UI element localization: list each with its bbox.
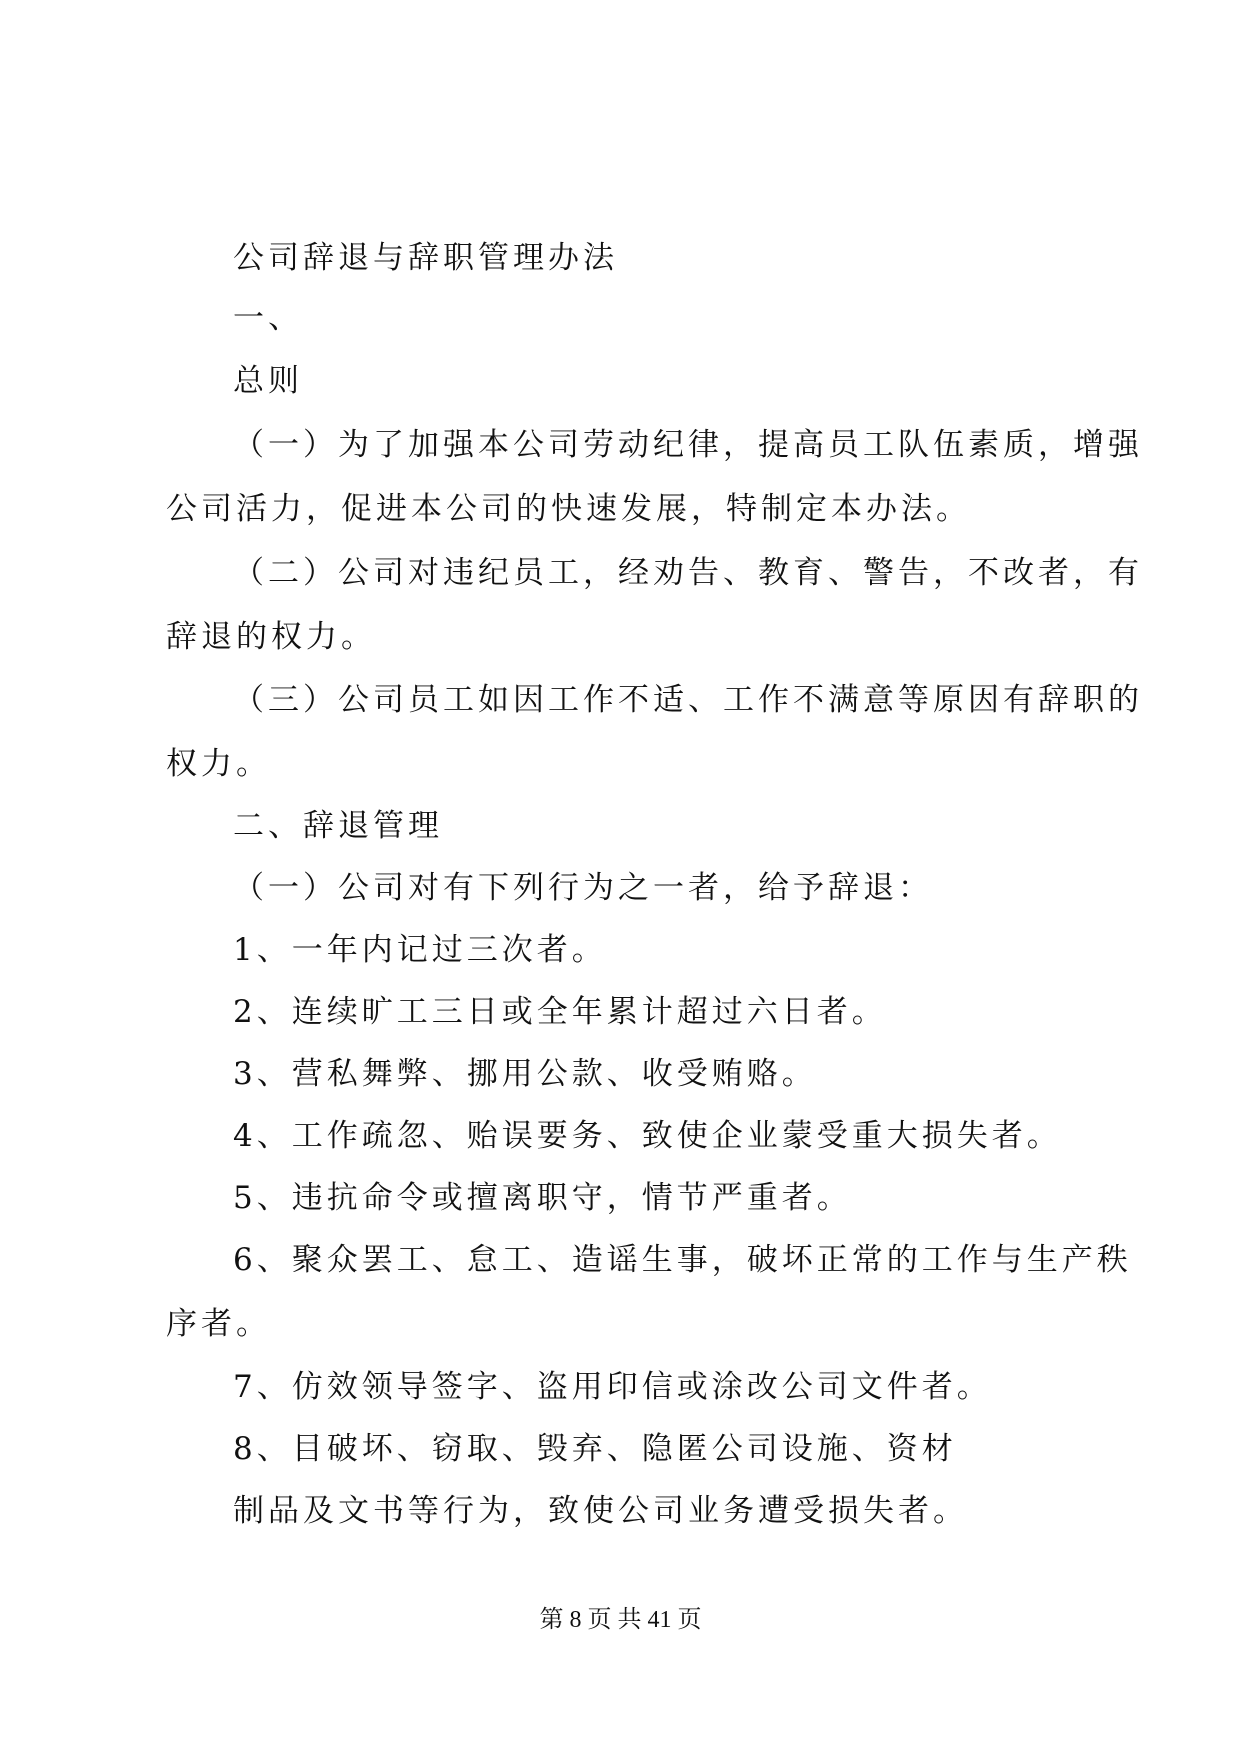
list-item: 1、一年内记过三次者。 xyxy=(233,932,607,968)
paragraph-line: （一）为了加强本公司劳动纪律，提高员工队伍素质，增强 xyxy=(233,427,1143,463)
list-item-continuation: 序者。 xyxy=(166,1306,271,1342)
section-heading: 总则 xyxy=(233,363,303,399)
list-item: 6、聚众罢工、怠工、造谣生事，破坏正常的工作与生产秩 xyxy=(233,1242,1132,1278)
list-item-continuation: 制品及文书等行为，致使公司业务遭受损失者。 xyxy=(233,1493,968,1529)
list-item: 2、连续旷工三日或全年累计超过六日者。 xyxy=(233,994,887,1030)
list-item: 3、营私舞弊、挪用公款、收受贿赂。 xyxy=(233,1056,817,1092)
paragraph-line: （一）公司对有下列行为之一者，给予辞退： xyxy=(233,870,933,906)
paragraph-line: 辞退的权力。 xyxy=(166,619,376,655)
list-item: 7、仿效领导签字、盗用印信或涂改公司文件者。 xyxy=(233,1369,992,1405)
list-item: 5、违抗命令或擅离职守，情节严重者。 xyxy=(233,1180,852,1216)
section-number: 一、 xyxy=(233,300,303,336)
list-item: 8、目破坏、窃取、毁弃、隐匿公司设施、资材 xyxy=(233,1431,957,1467)
section-heading: 二、辞退管理 xyxy=(233,808,443,844)
page-footer: 第 8 页 共 41 页 xyxy=(539,1607,702,1633)
list-item: 4、工作疏忽、贻误要务、致使企业蒙受重大损失者。 xyxy=(233,1118,1062,1154)
document-title: 公司辞退与辞职管理办法 xyxy=(233,240,618,276)
paragraph-line: （二）公司对违纪员工，经劝告、教育、警告，不改者，有 xyxy=(233,555,1143,591)
paragraph-line: 公司活力，促进本公司的快速发展，特制定本办法。 xyxy=(166,491,971,527)
paragraph-line: （三）公司员工如因工作不适、工作不满意等原因有辞职的 xyxy=(233,682,1143,718)
paragraph-line: 权力。 xyxy=(166,746,271,782)
